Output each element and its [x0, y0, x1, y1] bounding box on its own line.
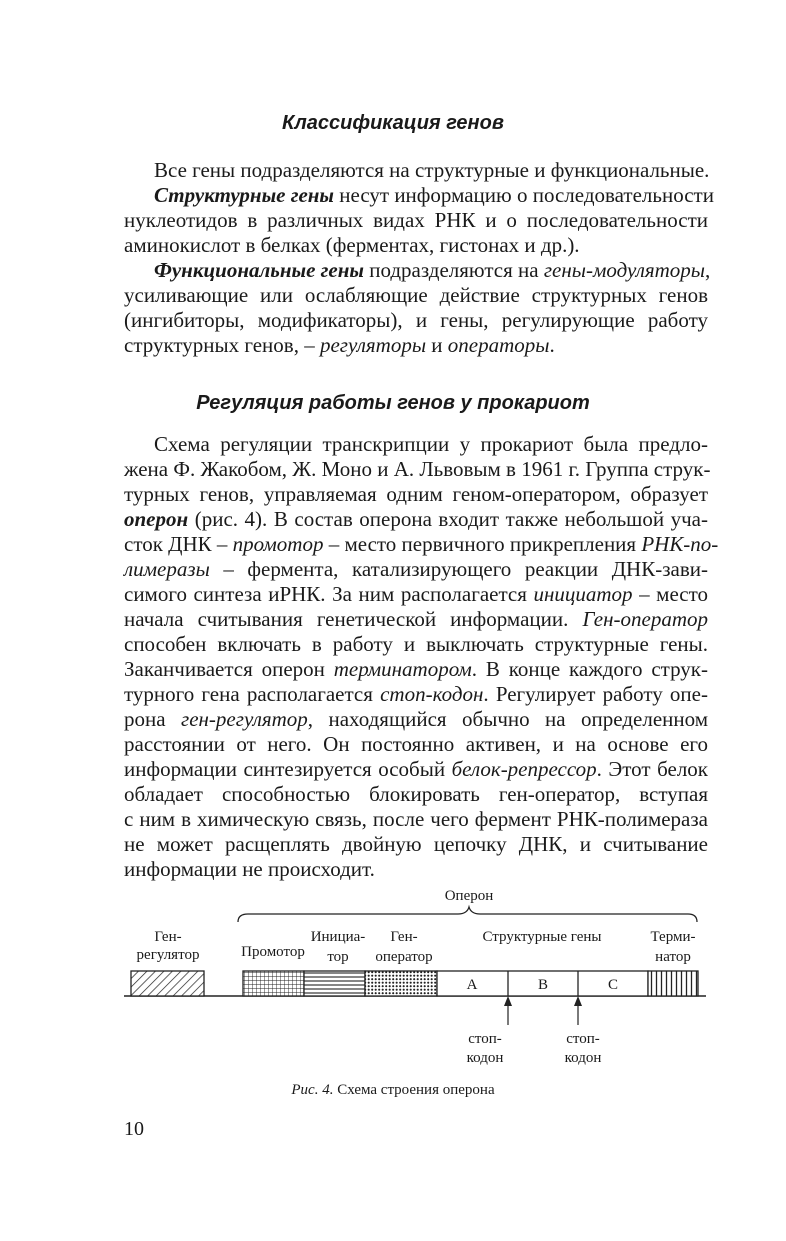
term-gene-operator: Ген-оператор [582, 607, 708, 631]
text-line: обладает способностью блокировать ген-оператор, вступая [124, 782, 708, 806]
term-initiator: инициатор [533, 582, 633, 606]
text-line: турных генов, управляемая одним геном-оператором, образует [124, 482, 708, 506]
gene-operator-segment [365, 971, 437, 996]
operon-brace [238, 907, 697, 922]
text-fragment: , [705, 258, 711, 282]
caption-prefix: Рис. 4. [291, 1082, 334, 1098]
term-repressor: белок-репрессор [451, 757, 597, 781]
gene-regulator-label-1: Ген- [154, 929, 182, 945]
text-fragment: Заканчивается оперон [124, 657, 334, 681]
gene-a-label: A [466, 977, 478, 993]
text-line [124, 707, 708, 732]
stop-codon-2-label-2: кодон [564, 1050, 602, 1066]
term-operators: операторы [447, 333, 550, 357]
stop-codon-2-label-1: стоп- [566, 1031, 600, 1047]
promoter-segment [243, 971, 304, 996]
text-line: с ним в химическую связь, после чего фермент РНК-полимераза [124, 807, 708, 831]
text-fragment: . В конце каждого струк- [471, 657, 709, 681]
gene-regulator-label-2: регулятор [136, 947, 200, 963]
regulation-text [124, 432, 719, 882]
stop-codon-1-label-1: стоп- [468, 1031, 502, 1047]
text-fragment: . [549, 333, 555, 357]
text-line [124, 657, 708, 682]
text-fragment: – фермента, катализирующего реакции ДНК-зави- [209, 557, 708, 581]
terminator-segment [648, 971, 698, 996]
term-rna-polymerase: лимеразы [124, 557, 210, 581]
term-rna-polymerase: РНК-по- [641, 532, 719, 556]
classification-text [124, 158, 714, 358]
terminator-label-2: натор [655, 949, 691, 965]
arrow-head-icon [504, 996, 512, 1006]
text-line [124, 557, 708, 582]
text-fragment: турного гена располагается [124, 682, 381, 706]
caption-text: Схема строения оперона [333, 1082, 495, 1098]
text-line: способен включать в работу и выключать структурные гены. [124, 632, 708, 656]
section-title-classification: Классификация генов [282, 112, 504, 134]
text-fragment: . Регулирует работу опе- [483, 682, 708, 706]
text-fragment: подразделяются на [363, 258, 544, 282]
term-modulators: гены-модуляторы [543, 258, 706, 282]
arrow-head-icon [574, 996, 582, 1006]
term-functional-genes: Функциональные гены [154, 258, 364, 282]
stop-codon-1-label-2: кодон [466, 1050, 504, 1066]
text-line [124, 183, 714, 208]
text-line [124, 757, 708, 782]
text-line [124, 682, 708, 707]
operon-diagram [0, 880, 786, 1080]
text-line: информации не происходит. [124, 857, 375, 881]
structural-genes-label: Структурные гены [482, 929, 602, 945]
text-line [124, 582, 708, 607]
text-line: аминокислот в белках (ферментах, гистонах и др.). [124, 233, 580, 257]
section-title-regulation: Регуляция работы генов у прокариот [196, 392, 590, 414]
promoter-label: Промотор [241, 944, 305, 960]
text-line: нуклеотидов в различных видах РНК и о последовательности [124, 208, 708, 232]
text-fragment: начала считывания генетической информации. [124, 607, 583, 631]
text-line [124, 333, 708, 358]
text-line [124, 507, 708, 532]
term-stop-codon: стоп-кодон [380, 682, 484, 706]
text-fragment: структурных генов, – [124, 333, 320, 357]
text-line: Схема регуляции транскрипции у прокариот была предло- [154, 432, 708, 456]
text-fragment: и [426, 333, 448, 357]
gene-operator-label-2: оператор [375, 949, 433, 965]
text-fragment: рона [124, 707, 181, 731]
text-fragment: – место первичного прикрепления [323, 532, 642, 556]
text-line [124, 258, 711, 283]
text-fragment: , находящийся обычно на определенном [307, 707, 709, 731]
text-line [124, 607, 708, 632]
text-fragment: симого синтеза иРНК. За ним располагается [124, 582, 534, 606]
term-promoter: промотор [232, 532, 324, 556]
text-line: жена Ф. Жакобом, Ж. Моно и А. Львовым в 1961 г. Группа струк- [124, 457, 711, 481]
text-line: усиливающие или ослабляющие действие структурных генов [124, 283, 708, 307]
text-line [124, 532, 719, 557]
term-operon: оперон [124, 507, 189, 531]
text-fragment: (рис. 4). В состав оперона входит также небольшой уча- [188, 507, 708, 531]
initiator-segment [304, 971, 365, 996]
text-fragment: – место [632, 582, 709, 606]
term-structural-genes: Структурные гены [154, 183, 335, 207]
gene-b-label: B [537, 977, 549, 993]
text-fragment: информации синтезируется особый [124, 757, 452, 781]
term-gene-regulator: ген-регулятор [181, 707, 308, 731]
text-fragment: сток ДНК – [124, 532, 233, 556]
figure-caption [0, 1082, 786, 1099]
terminator-label-1: Терми- [650, 929, 696, 945]
text-line: расстоянии от него. Он постоянно активен, и на основе его [124, 732, 708, 756]
text-fragment: несут информацию о последовательности [334, 183, 714, 207]
initiator-label-2: тор [327, 949, 349, 965]
text-line: (ингибиторы, модификаторы), и гены, регулирующие работу [124, 308, 708, 332]
operon-label: Оперон [444, 888, 494, 904]
term-regulators: регуляторы [319, 333, 427, 357]
text-line: не может расщеплять двойную цепочку ДНК, и считывание [124, 832, 708, 856]
term-terminator: терминатором [333, 657, 472, 681]
gene-operator-label-1: Ген- [390, 929, 418, 945]
initiator-label-1: Инициа- [310, 929, 366, 945]
page-number: 10 [124, 1118, 144, 1140]
gene-regulator-segment [131, 971, 204, 996]
gene-c-label: C [607, 977, 619, 993]
text-line: Все гены подразделяются на структурные и функциональные. [154, 158, 710, 182]
text-fragment: . Этот белок [596, 757, 708, 781]
